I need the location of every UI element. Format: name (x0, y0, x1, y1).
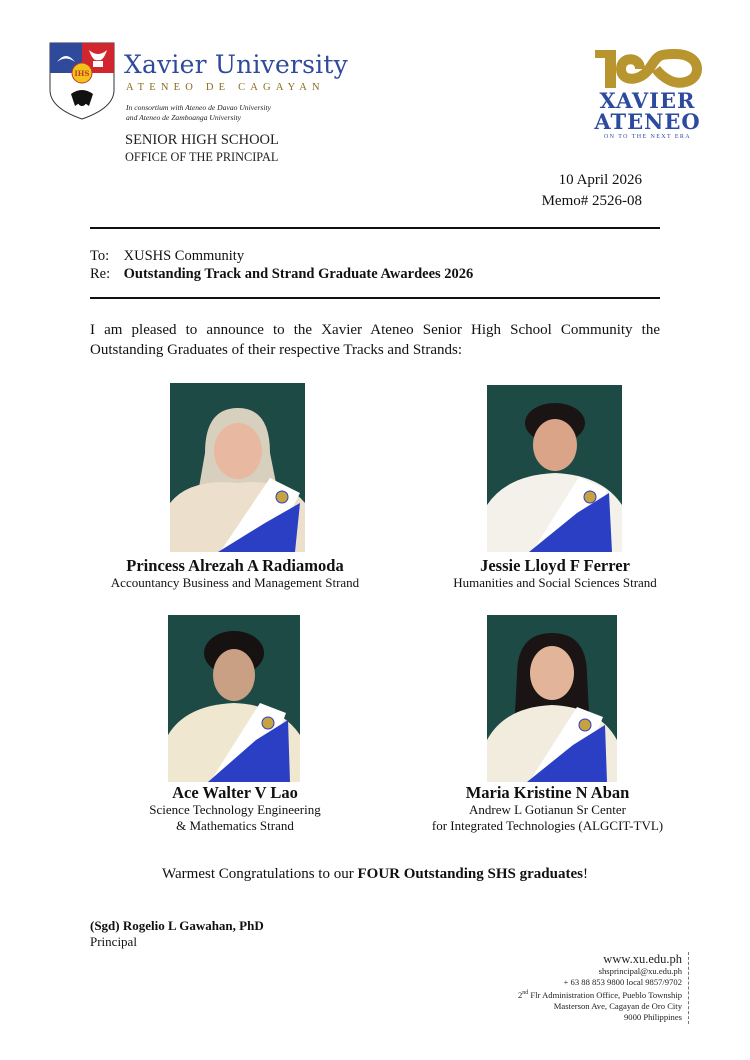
signatory-name: (Sgd) Rogelio L Gawahan, PhD (90, 918, 264, 933)
centennial-100-icon (593, 46, 703, 90)
footer-address-line-2: Masterson Ave, Cagayan de Oro City (553, 1000, 682, 1011)
divider-bottom (90, 297, 660, 299)
memo-date: 10 April 2026 (558, 172, 642, 188)
centennial-line-1: XAVIER (599, 88, 696, 113)
footer-divider (688, 952, 689, 1024)
memo-number: Memo# 2526-08 (541, 193, 642, 209)
congrats-suffix: ! (582, 866, 588, 882)
footer-address-line-1 (518, 988, 682, 1001)
consortium-line-1: In consortium with Ateneo de Davao University (126, 103, 271, 112)
graduate-photo-4 (487, 615, 617, 782)
footer-phone: + 63 88 853 9800 local 9857/9702 (563, 977, 682, 987)
divider-top (90, 227, 660, 229)
graduate-strand-4-line-1: Andrew L Gotianun Sr Center (469, 802, 626, 817)
graduate-name-1: Princess Alrezah A Radiamoda (126, 556, 344, 575)
consortium-note (126, 103, 271, 123)
footer-website[interactable]: www.xu.edu.ph (603, 952, 682, 966)
footer-address-rest: Flr Administration Office, Pueblo Township (528, 989, 682, 1000)
consortium-line-2: and Ateneo de Zamboanga University (126, 113, 242, 122)
university-subtitle: ATENEO DE CAGAYAN (126, 82, 325, 93)
footer-floor-suffix: nd (522, 990, 529, 996)
graduate-name-3: Ace Walter V Lao (172, 783, 298, 802)
graduate-strand-3-line-2: & Mathematics Strand (176, 818, 294, 833)
graduate-strand-2 (400, 575, 710, 591)
graduate-strand-3-line-1: Science Technology Engineering (149, 802, 321, 817)
graduate-strand-1-line-1: Accountancy Business and Management Strand (110, 575, 360, 590)
centennial-line-2: ATENEO (594, 109, 701, 134)
footer-contact (518, 952, 682, 1023)
re-label: Re: (90, 266, 111, 282)
graduate-strand-2-line-1: Humanities and Social Sciences Strand (453, 575, 657, 590)
congrats-emphasis: FOUR Outstanding SHS graduates (357, 866, 583, 882)
graduate-name-2: Jessie Lloyd F Ferrer (480, 556, 630, 575)
svg-text:IHS: IHS (74, 69, 90, 78)
signatory-title: Principal (90, 934, 137, 949)
footer-email[interactable]: shsprincipal@xu.edu.ph (598, 966, 682, 976)
re-value: Outstanding Track and Strand Graduate Awardees 2026 (123, 266, 474, 282)
memo-re-row (90, 266, 473, 283)
congrats-prefix: Warmest Congratulations to our (162, 866, 358, 882)
footer-floor: 2 (517, 989, 523, 1000)
graduate-name-4: Maria Kristine N Aban (465, 783, 630, 802)
to-value: XUSHS Community (123, 248, 245, 264)
graduate-strand-3 (80, 802, 390, 834)
memo-to-row (90, 248, 244, 265)
graduate-photo-3 (168, 615, 300, 782)
graduate-photo-1 (170, 383, 305, 552)
office-name: OFFICE OF THE PRINCIPAL (125, 150, 279, 164)
graduate-strand-4 (400, 802, 695, 834)
university-name: Xavier University (124, 50, 348, 79)
to-label: To: (90, 248, 110, 264)
centennial-tagline: ON TO THE NEXT ERA (603, 134, 692, 140)
footer-address-line-3: 9000 Philippines (623, 1011, 682, 1022)
graduate-strand-4-line-2: for Integrated Technologies (ALGCIT-TVL) (431, 818, 664, 833)
university-crest-icon (49, 42, 115, 120)
graduate-strand-1 (80, 575, 390, 591)
centennial-logo (590, 46, 705, 154)
school-name: SENIOR HIGH SCHOOL (125, 132, 279, 148)
graduate-photo-2 (487, 385, 622, 552)
intro-paragraph: I am pleased to announce to the Xavier Ateneo Senior High School Community the Outstanding Graduates of their respective Tracks and Strands: (90, 322, 660, 358)
congratulations-line (90, 866, 660, 883)
